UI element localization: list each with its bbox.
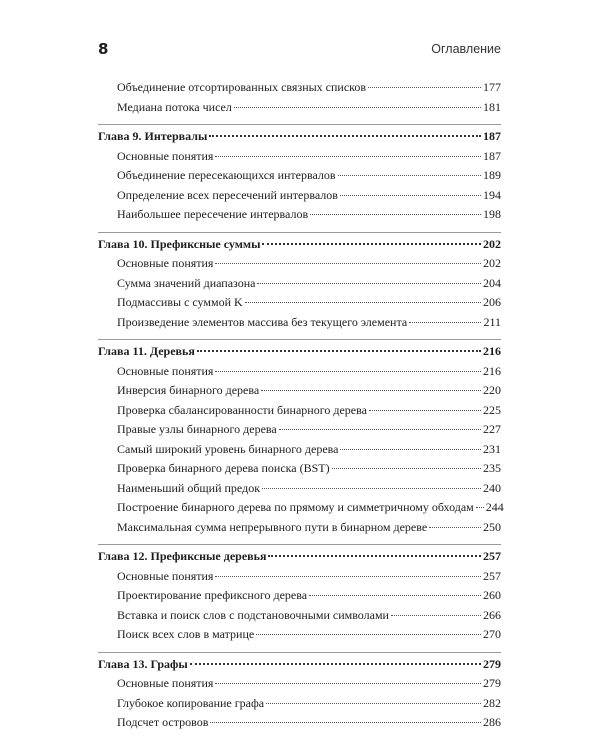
toc-entry-page: 266: [483, 607, 501, 622]
dot-leader: [338, 175, 481, 176]
toc-entry-page: 202: [483, 256, 501, 270]
dot-leader: [340, 195, 481, 196]
table-of-contents: [98, 78, 504, 733]
toc-entry-page: 181: [483, 99, 501, 114]
dot-leader: [340, 449, 481, 450]
toc-entry-title: Правые узлы бинарного дерева: [117, 422, 277, 436]
toc-chapter-title: Глава 9. Интервалы: [98, 129, 208, 143]
toc-chapter-heading[interactable]: [98, 342, 501, 362]
toc-entry[interactable]: [98, 381, 501, 401]
toc-entry-title: Объединение отсортированных связных списков: [117, 80, 367, 94]
dot-leader: [190, 663, 481, 665]
toc-entry-title: Наименьший общий предок: [117, 480, 261, 495]
toc-chapter-page: 187: [483, 129, 501, 143]
toc-chapter: [98, 124, 501, 225]
dot-leader: [332, 468, 481, 469]
toc-entry[interactable]: [98, 205, 501, 225]
dot-leader: [215, 576, 481, 577]
dot-leader: [309, 595, 481, 596]
toc-entry[interactable]: [98, 498, 504, 518]
dot-leader: [368, 87, 481, 88]
toc-entry[interactable]: [98, 420, 501, 440]
toc-entry[interactable]: [98, 674, 501, 694]
toc-entry-title: Объединение пересекающихся интервалов: [117, 168, 336, 182]
toc-entry-page: 257: [483, 568, 501, 583]
toc-entry[interactable]: [98, 586, 501, 606]
toc-entry[interactable]: [98, 567, 501, 587]
toc-entry[interactable]: [98, 362, 501, 382]
toc-chapter-title: Глава 13. Графы: [98, 656, 188, 671]
toc-entry-title: Подсчет островов: [117, 715, 209, 729]
toc-entry-title: Вставка и поиск слов с подстановочными символами: [117, 607, 389, 622]
toc-entry-title: Поиск всех слов в матрице: [117, 627, 255, 641]
toc-entry-title: Основные понятия: [117, 256, 214, 270]
toc-entry-title: Произведение элементов массива без текущего элемента: [117, 314, 408, 329]
toc-entry[interactable]: [98, 459, 501, 479]
toc-entry-page: 250: [483, 519, 501, 534]
toc-entry-title: Инверсия бинарного дерева: [117, 383, 260, 397]
dot-leader: [197, 350, 481, 352]
page-number: 8: [98, 40, 109, 58]
toc-entry-title: Проверка сбалансированности бинарного дерева: [117, 402, 367, 417]
toc-entry-title: Максимальная сумма непрерывного пути в бинарном дереве: [117, 519, 428, 534]
dot-leader: [429, 527, 481, 528]
toc-entry-page: 235: [483, 461, 501, 475]
toc-chapter-title: Глава 12. Префиксные деревья: [98, 549, 267, 563]
dot-leader: [215, 263, 481, 264]
dot-leader: [409, 322, 481, 323]
toc-chapter-page: 216: [483, 344, 501, 358]
toc-entry[interactable]: [98, 313, 501, 333]
toc-entry-title: Проектирование префиксного дерева: [117, 588, 308, 602]
toc-chapter-page: 279: [483, 656, 501, 671]
toc-entry-title: Сумма значений диапазона: [117, 275, 256, 290]
dot-leader: [215, 156, 481, 157]
toc-entry[interactable]: [98, 694, 501, 714]
dot-leader: [391, 615, 481, 616]
running-header-title: Оглавление: [431, 42, 501, 56]
toc-entry[interactable]: [98, 518, 501, 538]
dot-leader: [261, 390, 481, 391]
dot-leader: [310, 214, 481, 215]
toc-entry-page: 244: [485, 500, 504, 514]
toc-entry[interactable]: [98, 166, 501, 186]
toc-chapter-heading[interactable]: [98, 127, 501, 147]
toc-entry-page: 216: [483, 363, 501, 378]
toc-entry-title: Определение всех пересечений интервалов: [117, 187, 338, 202]
toc-entry[interactable]: [98, 293, 501, 313]
toc-entry-title: Наибольшее пересечение интервалов: [117, 207, 309, 221]
dot-leader: [257, 283, 481, 284]
toc-entry[interactable]: [98, 606, 501, 626]
dot-leader: [268, 555, 481, 557]
toc-chapter: [98, 339, 504, 537]
dot-leader: [245, 302, 481, 303]
toc-chapter-heading[interactable]: [98, 655, 501, 675]
toc-entry[interactable]: [98, 98, 501, 118]
toc-chapter-page: 202: [483, 236, 501, 251]
toc-entry-page: 227: [483, 422, 501, 436]
toc-entry-title: Основные понятия: [117, 568, 214, 583]
toc-entry-title: Подмассивы с суммой K: [117, 295, 243, 309]
toc-entry-title: Основные понятия: [117, 363, 214, 378]
dot-leader: [262, 488, 481, 489]
toc-entry[interactable]: [98, 186, 501, 206]
toc-entry-page: 206: [483, 295, 501, 309]
dot-leader: [369, 410, 481, 411]
toc-entry[interactable]: [98, 78, 501, 98]
toc-entry-page: 270: [483, 627, 501, 641]
toc-entry-page: 279: [483, 676, 501, 690]
toc-entry-title: Построение бинарного дерева по прямому и симметричному обходам: [117, 500, 474, 514]
toc-entry-page: 260: [483, 588, 501, 602]
dot-leader: [209, 135, 481, 137]
toc-chapter-heading[interactable]: [98, 235, 501, 255]
toc-entry-page: 198: [483, 207, 501, 221]
dot-leader: [234, 107, 481, 108]
toc-entry-title: Проверка бинарного дерева поиска (BST): [117, 461, 330, 475]
toc-entry[interactable]: [98, 147, 501, 167]
toc-entry[interactable]: [98, 440, 501, 460]
toc-chapter: [98, 652, 501, 733]
toc-chapter-title: Глава 11. Деревья: [98, 344, 195, 358]
toc-leading-entries: [98, 78, 501, 117]
toc-entry[interactable]: [98, 625, 501, 645]
toc-chapter: [98, 232, 501, 333]
dot-leader: [476, 507, 484, 508]
toc-entry-page: 211: [483, 314, 501, 329]
dot-leader: [279, 429, 481, 430]
dot-leader: [256, 634, 481, 635]
toc-entry-page: 231: [483, 441, 501, 456]
dot-leader: [262, 243, 481, 245]
toc-chapter: [98, 544, 501, 645]
toc-entry-page: 240: [483, 480, 501, 495]
toc-entry[interactable]: [98, 401, 501, 421]
toc-entry-title: Самый широкий уровень бинарного дерева: [117, 441, 339, 456]
toc-chapter-heading[interactable]: [98, 547, 501, 567]
dot-leader: [266, 703, 481, 704]
toc-entry-page: 187: [483, 148, 501, 163]
dot-leader: [215, 683, 481, 684]
toc-entry-page: 204: [483, 275, 501, 290]
toc-entry-page: 220: [483, 383, 501, 397]
toc-entry-page: 286: [483, 715, 501, 729]
toc-entry[interactable]: [98, 254, 501, 274]
toc-entry[interactable]: [98, 479, 501, 499]
toc-entry-title: Глубокое копирование графа: [117, 695, 265, 710]
toc-entry-page: 194: [483, 187, 501, 202]
dot-leader: [215, 371, 481, 372]
toc-entry[interactable]: [98, 274, 501, 294]
toc-chapter-title: Глава 10. Префиксные суммы: [98, 236, 261, 251]
toc-entry-title: Основные понятия: [117, 148, 214, 163]
toc-entry-page: 282: [483, 695, 501, 710]
toc-chapter-page: 257: [483, 549, 501, 563]
toc-entry-page: 189: [483, 168, 501, 182]
toc-entry-page: 177: [483, 80, 501, 94]
toc-entry-page: 225: [483, 402, 501, 417]
toc-entry[interactable]: [98, 713, 501, 733]
toc-entry-title: Основные понятия: [117, 676, 214, 690]
toc-entry-title: Медиана потока чисел: [117, 99, 232, 114]
dot-leader: [210, 722, 481, 723]
